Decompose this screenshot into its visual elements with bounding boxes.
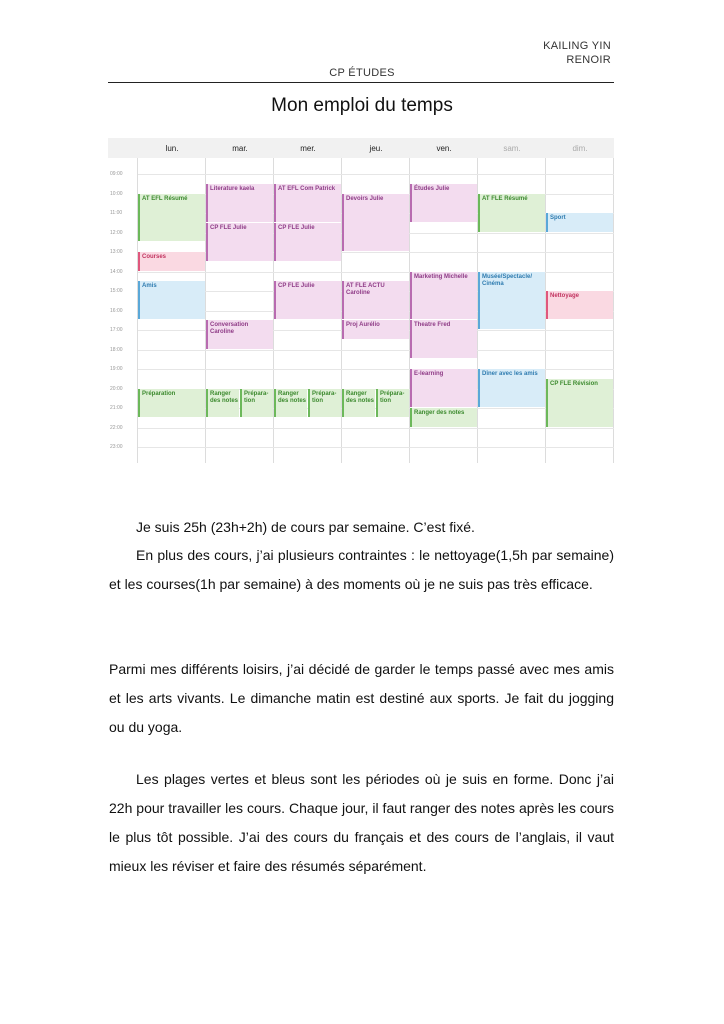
calendar-event[interactable]: Ranger des notes: [274, 389, 307, 417]
calendar-event[interactable]: CP FLE Julie: [274, 281, 341, 319]
hour-label: 10:00: [110, 190, 123, 197]
hour-line: [138, 428, 614, 429]
day-header-0: lun.: [165, 144, 179, 153]
calendar-event[interactable]: E-learning: [410, 369, 477, 407]
hour-line: [138, 350, 614, 351]
calendar-event[interactable]: Ranger des notes: [206, 389, 239, 417]
hour-label: 15:00: [110, 288, 123, 294]
hour-label: 09:00: [110, 171, 123, 177]
calendar-event[interactable]: Études Julie: [410, 184, 477, 222]
day-header-3: jeu.: [369, 144, 383, 153]
calendar-event[interactable]: Theatre Fred: [410, 320, 477, 358]
hour-label: 11:00: [110, 210, 123, 216]
hour-label: 23:00: [110, 444, 123, 450]
calendar-event[interactable]: AT EFL Résumé: [138, 194, 205, 242]
calendar-event[interactable]: Marketing Michelle: [410, 272, 477, 320]
hour-label: 18:00: [110, 346, 123, 353]
day-header-6: dim.: [572, 144, 588, 153]
header-rule: [108, 82, 614, 83]
calendar-event[interactable]: Proj Aurélio: [342, 320, 409, 339]
author-block: [543, 39, 611, 67]
calendar-event[interactable]: CP FLE Julie: [206, 223, 273, 261]
course-name: CP ÉTUDES: [329, 67, 395, 79]
hour-label: 17:00: [110, 327, 123, 333]
calendar-event[interactable]: Dîner avec les amis: [478, 369, 545, 407]
paragraph-4-text: Les plages vertes et bleus sont les périodes où je suis en forme. Donc j’ai 22h pour travailler les cours. Chaque jour, il faut ranger des notes après les cours le plus tôt possible. J’ai des cours du français et des cours de l’anglais, il vaut mieux les réviser et faire des résumés séparément.: [109, 771, 614, 874]
calendar-event[interactable]: Conversation Caroline: [206, 320, 273, 348]
calendar-event[interactable]: Musée/Spectacle/ Cinéma: [478, 272, 545, 330]
paragraph-1: [109, 513, 614, 542]
calendar-event[interactable]: CP FLE Julie: [274, 223, 341, 261]
calendar-event[interactable]: Ranger des notes: [342, 389, 375, 417]
calendar-event[interactable]: Nettoyage: [546, 291, 613, 319]
calendar-event[interactable]: Sport: [546, 213, 613, 232]
hour-line: [138, 174, 614, 175]
page-title: Mon emploi du temps: [271, 95, 453, 116]
calendar-event[interactable]: Préparation: [138, 389, 205, 417]
calendar-event[interactable]: Prépara-tion: [240, 389, 273, 417]
paragraph-3: [109, 655, 614, 742]
calendar-event[interactable]: AT EFL Com Patrick: [274, 184, 341, 222]
calendar-event[interactable]: AT FLE Résumé: [478, 194, 545, 232]
author-class: RENOIR: [566, 54, 611, 66]
calendar-event[interactable]: Literature kaela: [206, 184, 273, 222]
hour-label: 19:00: [110, 366, 123, 372]
calendar-event[interactable]: Courses: [138, 252, 205, 271]
calendar-event[interactable]: Amis: [138, 281, 205, 319]
calendar-event[interactable]: Devoirs Julie: [342, 194, 409, 252]
calendar-event[interactable]: Prépara-tion: [308, 389, 341, 417]
day-header-2: mer.: [300, 144, 316, 153]
hour-label: 20:00: [110, 385, 123, 392]
paragraph-1-text: Je suis 25h (23h+2h) de cours par semaine. C’est fixé.: [136, 519, 475, 535]
day-header-4: ven.: [436, 144, 452, 153]
hour-label: 12:00: [110, 229, 123, 236]
paragraph-4: [109, 765, 614, 881]
calendar-event[interactable]: Ranger des notes: [410, 408, 477, 427]
calendar-event[interactable]: Prépara-tion: [376, 389, 409, 417]
paragraph-2: [109, 541, 614, 599]
paragraph-2-text: En plus des cours, j’ai plusieurs contraintes : le nettoyage(1,5h par semaine) et les courses(1h par semaine) à des moments où je ne suis pas très efficace.: [109, 547, 614, 592]
hour-label: 22:00: [110, 424, 123, 431]
day-header-5: sam.: [503, 144, 521, 153]
hour-label: 13:00: [110, 249, 123, 255]
calendar-event[interactable]: AT FLE ACTU Caroline: [342, 281, 409, 319]
hour-label: 14:00: [110, 268, 123, 275]
hour-line: [138, 447, 614, 448]
day-header-1: mar.: [232, 144, 248, 153]
hour-label: 16:00: [110, 307, 123, 314]
paragraph-3-text: Parmi mes différents loisirs, j’ai décidé de garder le temps passé avec mes amis et les arts vivants. Le dimanche matin est destiné aux sports. Je fait du jogging ou du yoga.: [109, 661, 614, 735]
author-name: KAILING YIN: [543, 40, 611, 52]
calendar-event[interactable]: CP FLE Révision: [546, 379, 613, 427]
weekly-calendar: [108, 138, 614, 463]
hour-label: 21:00: [110, 405, 123, 411]
